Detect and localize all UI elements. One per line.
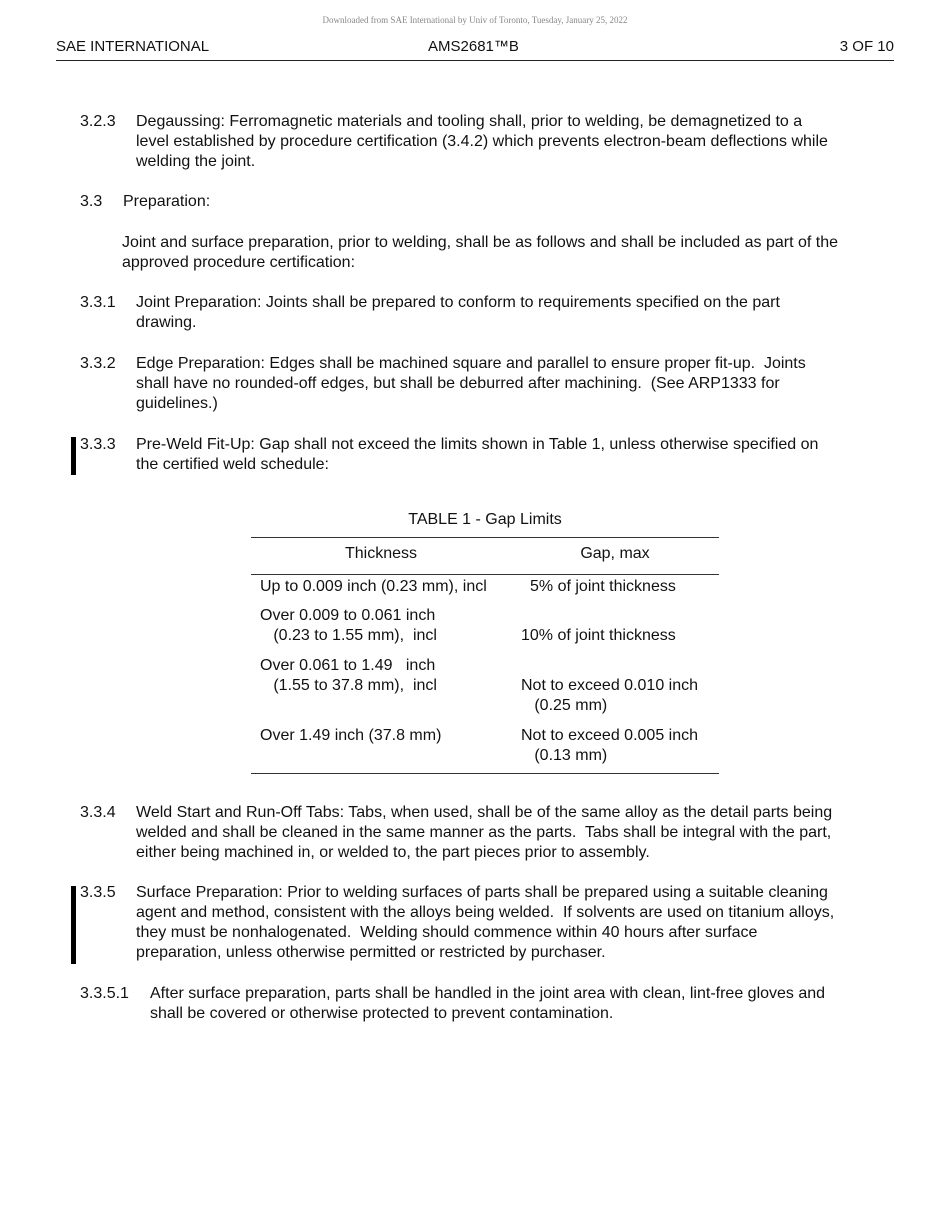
header-document-id: AMS2681™B [428, 38, 519, 55]
page-header [56, 38, 894, 61]
paragraph-line: drawing. [136, 314, 197, 331]
revision-bar [71, 437, 76, 475]
section-number: 3.3.1 [80, 294, 116, 311]
paragraph-line: Weld Start and Run-Off Tabs: Tabs, when used, shall be of the same alloy as the detail parts being [136, 804, 833, 821]
section-title: Preparation: [123, 193, 211, 210]
paragraph-line: guidelines.) [136, 395, 218, 412]
paragraph-line: Degaussing: Ferromagnetic materials and tooling shall, prior to welding, be demagnetized to a [136, 113, 803, 130]
table-cell-thickness: Over 1.49 inch (37.8 mm) [260, 727, 442, 744]
table-cell-thickness: Up to 0.009 inch (0.23 mm), incl [260, 578, 487, 595]
table-cell-gap: Not to exceed 0.010 inch [521, 677, 699, 694]
paragraph-line: Surface Preparation: Prior to welding surfaces of parts shall be prepared using a suitable cleaning [136, 884, 828, 901]
gap-limits-table [251, 537, 719, 774]
table-cell-gap: 10% of joint thickness [521, 627, 676, 644]
section-number: 3.3 [80, 193, 103, 210]
paragraph-line: approved procedure certification: [122, 254, 356, 271]
table-cell-gap: 5% of joint thickness [530, 578, 676, 595]
table-cell-thickness: (1.55 to 37.8 mm), incl [260, 677, 437, 694]
table-cell-thickness: (0.23 to 1.55 mm), incl [260, 627, 437, 644]
table-cell-thickness: Over 0.009 to 0.061 inch [260, 607, 436, 624]
paragraph-line: either being machined in, or welded to, the part pieces prior to assembly. [136, 844, 650, 861]
table-header-gap: Gap, max [580, 545, 650, 562]
paragraph-line: level established by procedure certification (3.4.2) which prevents electron-beam deflections while [136, 133, 828, 150]
header-organization: SAE INTERNATIONAL [56, 38, 210, 55]
section-number: 3.2.3 [80, 113, 116, 130]
paragraph-line: Joint and surface preparation, prior to welding, shall be as follows and shall be included as part of the [122, 234, 838, 251]
table-cell-thickness: Over 0.061 to 1.49 inch [260, 657, 436, 674]
paragraph-line: After surface preparation, parts shall be handled in the joint area with clean, lint-free gloves and [150, 985, 826, 1002]
paragraph-line: the certified weld schedule: [136, 456, 329, 473]
section-number: 3.3.5 [80, 884, 116, 901]
table-cell-gap: Not to exceed 0.005 inch [521, 727, 699, 744]
paragraph-line: welding the joint. [136, 153, 256, 170]
table-cell-gap: (0.25 mm) [521, 697, 608, 714]
paragraph-line: Edge Preparation: Edges shall be machined square and parallel to ensure proper fit-up. Joints [136, 355, 806, 372]
download-watermark: Downloaded from SAE International by Univ of Toronto, Tuesday, January 25, 2022 [322, 15, 628, 25]
paragraph-line: agent and method, consistent with the alloys being welded. If solvents are used on titanium alloys, [136, 904, 835, 921]
section-number: 3.3.4 [80, 804, 116, 821]
table-cell-gap: (0.13 mm) [521, 747, 608, 764]
paragraph-line: shall have no rounded-off edges, but shall be deburred after machining. (See ARP1333 for [136, 375, 780, 392]
paragraph-line: shall be covered or otherwise protected to prevent contamination. [150, 1005, 614, 1022]
section-number: 3.3.3 [80, 436, 116, 453]
table-header-rule [251, 574, 719, 575]
table-header-thickness: Thickness [344, 545, 418, 562]
paragraph-line: welded and shall be cleaned in the same manner as the parts. Tabs shall be integral with the part, [136, 824, 832, 841]
section-number: 3.3.2 [80, 355, 116, 372]
paragraph-line: they must be nonhalogenated. Welding should commence within 40 hours after surface [136, 924, 758, 941]
header-page-number: 3 OF 10 [839, 38, 894, 55]
revision-bar [71, 886, 76, 964]
paragraph-line: preparation, unless otherwise permitted or restricted by purchaser. [136, 944, 606, 961]
paragraph-line: Joint Preparation: Joints shall be prepared to conform to requirements specified on the part [136, 294, 780, 311]
paragraph-line: Pre-Weld Fit-Up: Gap shall not exceed the limits shown in Table 1, unless otherwise specified on [136, 436, 819, 453]
section-number: 3.3.5.1 [80, 985, 129, 1002]
table-title: TABLE 1 - Gap Limits [408, 511, 562, 528]
